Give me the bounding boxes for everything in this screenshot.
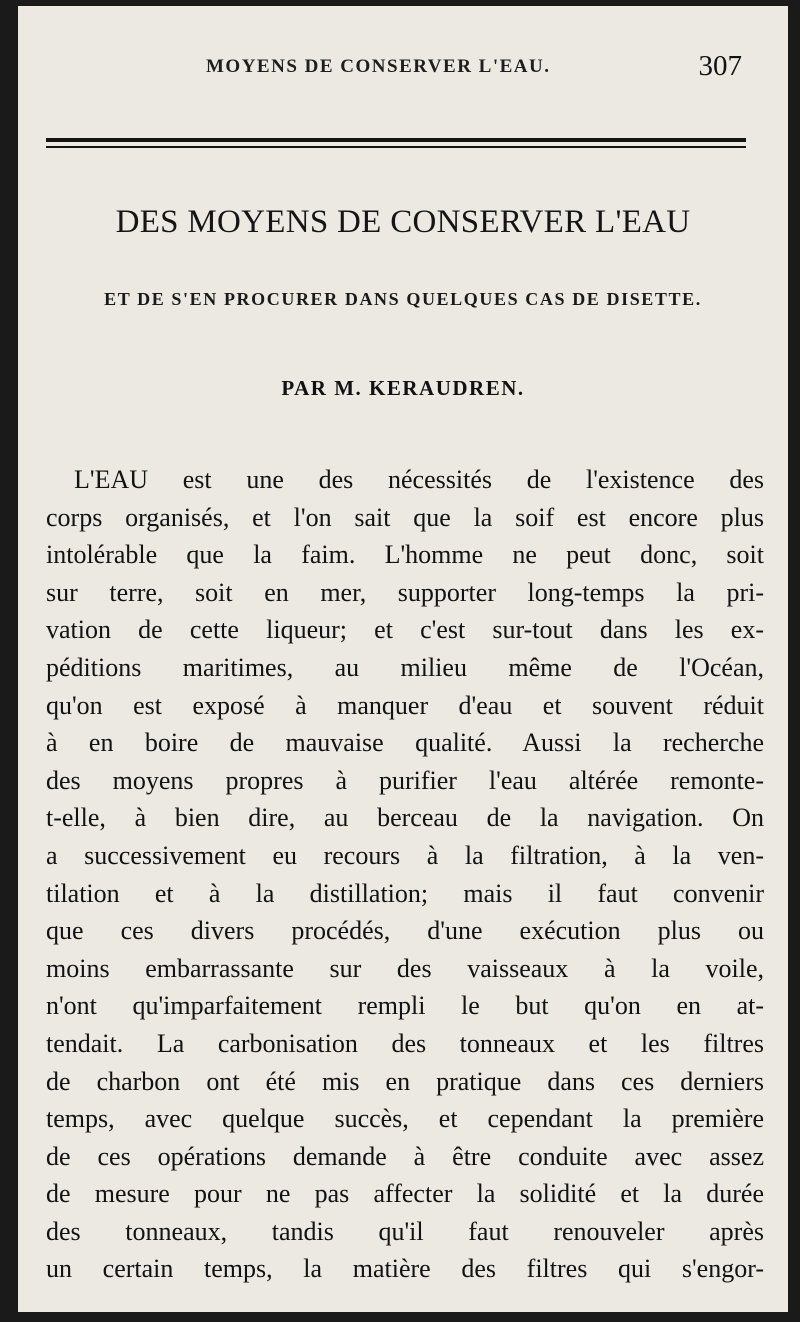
body-text [46,461,764,1288]
thin-rule [46,146,746,148]
running-title: MOYENS DE CONSERVER L'EAU. [206,56,551,77]
text-line: sur terre, soit en mer, supporter long-temps la pri- [46,577,764,607]
text-line: t-elle, à bien dire, au berceau de la navigation. On [46,803,764,833]
lead-word: L'EAU [74,465,149,494]
page-number: 307 [698,50,742,82]
text-line: n'ont qu'imparfaitement rempli le but qu'on en at- [46,991,764,1021]
text-line-content: est une des nécessités de l'existence des [148,465,764,494]
text-line: corps organisés, et l'on sait que la soif est encore plus [46,502,764,532]
running-header [18,48,788,88]
author-byline: PAR M. KERAUDREN. [281,376,525,400]
book-page [18,6,788,1312]
text-line: qu'on est exposé à manquer d'eau et souvent réduit [46,690,764,720]
text-line: un certain temps, la matière des filtres qui s'engor- [46,1254,764,1284]
header-double-rule [46,138,746,152]
text-line: vation de cette liqueur; et c'est sur-tout dans les ex- [46,615,764,645]
text-line: que ces divers procédés, d'une exécution plus ou [46,916,764,946]
text-line: de mesure pour ne pas affecter la solidité et la durée [46,1179,764,1209]
text-line: des tonneaux, tandis qu'il faut renouveler après [46,1216,764,1246]
text-line: a successivement eu recours à la filtration, à la ven- [46,840,764,870]
thick-rule [46,138,746,142]
text-line: temps, avec quelque succès, et cependant la première [46,1104,764,1134]
text-line: péditions maritimes, au milieu même de l'Océan, [46,652,764,682]
text-line: tendait. La carbonisation des tonneaux et les filtres [46,1028,764,1058]
text-line: moins embarrassante sur des vaisseaux à la voile, [46,953,764,983]
text-line: de ces opérations demande à être conduite avec assez [46,1141,764,1171]
text-line: tilation et à la distillation; mais il faut convenir [46,878,764,908]
text-line: des moyens propres à purifier l'eau altérée remonte- [46,765,764,795]
text-line: de charbon ont été mis en pratique dans ces derniers [46,1066,764,1096]
article-subtitle: ET DE S'EN PROCURER DANS QUELQUES CAS DE DISETTE. [104,289,702,309]
text-line: à en boire de mauvaise qualité. Aussi la recherche [46,728,764,758]
article-title: DES MOYENS DE CONSERVER L'EAU [115,204,691,240]
text-line [46,461,764,499]
text-line: intolérable que la faim. L'homme ne peut donc, soit [46,540,764,570]
